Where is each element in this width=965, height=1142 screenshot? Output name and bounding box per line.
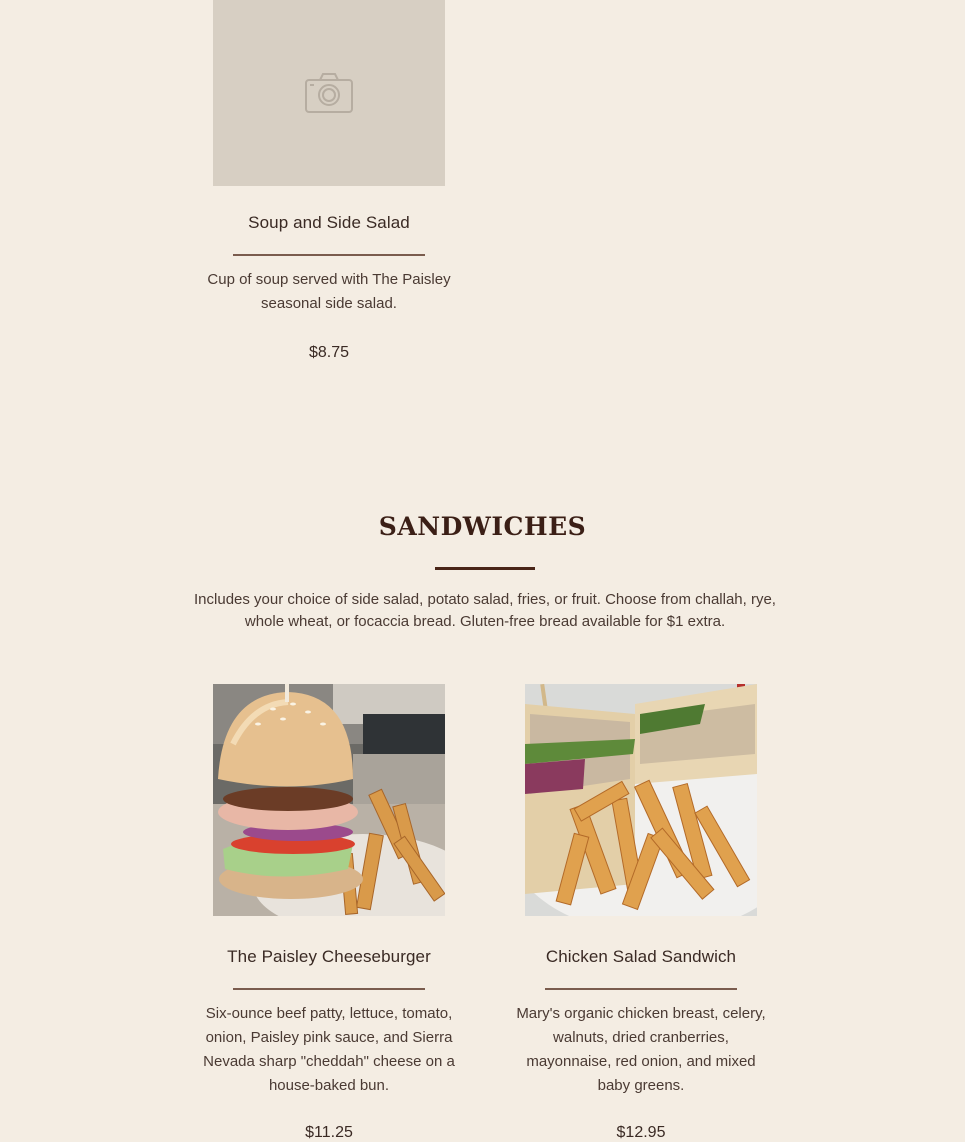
chicken-salad-sandwich-description: Mary's organic chicken breast, celery, walnuts, dried cranberries, mayonnaise, red onion, and mixed baby greens. bbox=[516, 1005, 766, 1094]
cheeseburger-divider bbox=[233, 988, 425, 990]
cheeseburger-title: The Paisley Cheeseburger bbox=[227, 947, 431, 966]
chicken-salad-sandwich-title: Chicken Salad Sandwich bbox=[545, 947, 737, 966]
section-title-sandwiches: SANDWICHES bbox=[378, 512, 587, 541]
section-description: Includes your choice of side salad, potato salad, fries, or fruit. Choose from challah, rye, whole wheat, or focaccia bread. Gluten-free bread available for $1 extra. bbox=[194, 591, 776, 630]
chicken-salad-sandwich-price: $12.95 bbox=[616, 1124, 666, 1141]
chicken-salad-sandwich-photo[interactable] bbox=[525, 684, 757, 916]
section-divider bbox=[435, 567, 535, 570]
soup-item-image-placeholder[interactable] bbox=[213, 0, 445, 186]
soup-item-price: $8.75 bbox=[308, 344, 350, 361]
cheeseburger-description: Six-ounce beef patty, lettuce, tomato, onion, Paisley pink sauce, and Sierra Nevada sharp "cheddah" cheese on a house-baked bun. bbox=[203, 1005, 455, 1094]
chicken-salad-sandwich-divider bbox=[545, 988, 737, 990]
cheeseburger-price: $11.25 bbox=[305, 1124, 353, 1141]
soup-item-divider bbox=[233, 254, 425, 256]
camera-icon bbox=[304, 72, 354, 114]
soup-item-title: Soup and Side Salad bbox=[248, 213, 410, 232]
cheeseburger-photo[interactable] bbox=[213, 684, 445, 916]
soup-item-description: Cup of soup served with The Paisley seasonal side salad. bbox=[207, 271, 451, 312]
